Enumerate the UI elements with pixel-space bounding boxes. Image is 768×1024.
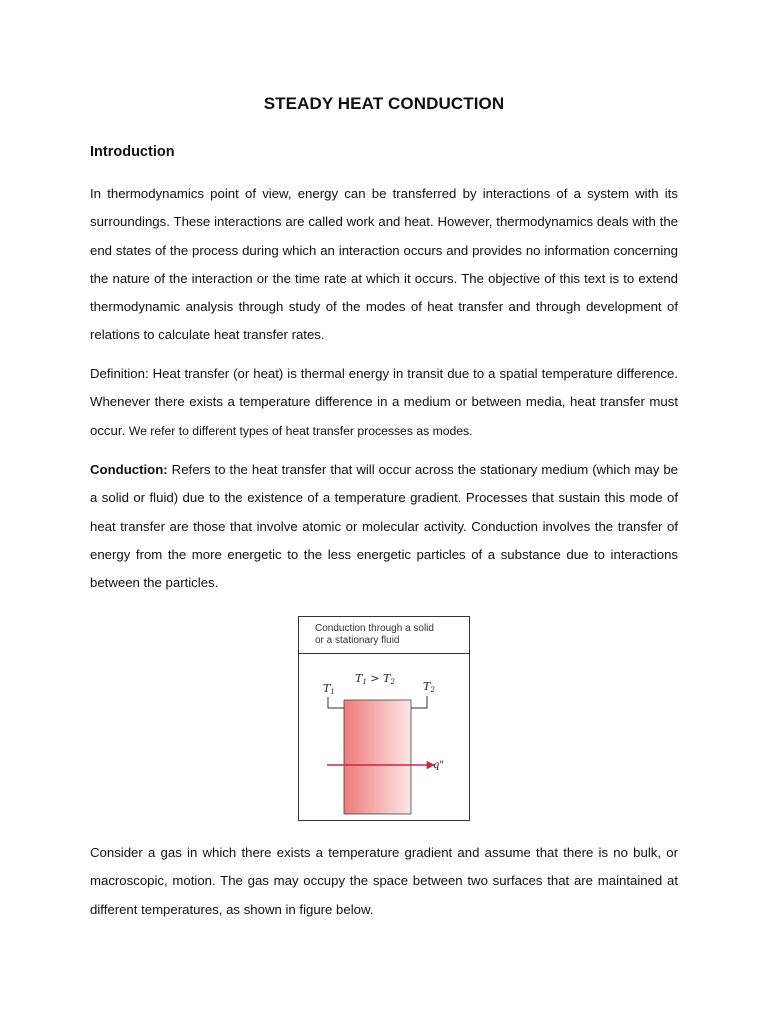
t1-leader-line [328,697,344,708]
conduction-diagram [299,654,469,821]
definition-text: Definition: Heat transfer (or heat) is thermal energy in transit due to a spatial temperature difference. Whenever there exists a temperature difference in a medium or between media, heat transfer must occur. [90,366,678,438]
t2-label: T2 [423,680,435,694]
t2-leader-line [411,696,427,708]
t1-label: T1 [323,682,335,696]
paragraph-gas: Consider a gas in which there exists a temperature gradient and assume that there is no bulk, or macroscopic, motion. The gas may occupy the space between two surfaces that are maintained at different temperatures, as shown in figure below. [90,845,678,917]
paragraph-conduction [90,456,678,597]
conduction-figure [298,616,470,821]
page-title: STEADY HEAT CONDUCTION [263,94,505,113]
heat-flux-label: q" [433,760,445,771]
paragraph-definition [90,360,678,445]
figure-caption-line2: or a stationary fluid [315,635,400,646]
conduction-text: Refers to the heat transfer that will occur across the stationary medium (which may be a solid or fluid) due to the existence of a temperature gradient. Processes that sustain this mode of heat transfer are those that involve atomic or molecular activity. Conduction involves the transfer of energy from the more energetic to the less energetic particles of a substance due to interactions between the particles. [90,462,678,591]
temperature-relation: T1 > T2 [355,672,395,686]
conduction-label: Conduction: [90,462,168,477]
figure-caption [315,623,434,647]
paragraph-intro: In thermodynamics point of view, energy can be transferred by interactions of a system with its surroundings. These interactions are called work and heat. However, thermodynamics deals with the end states of the process during which an interaction occurs and provides no information concerning the nature of the interaction or the time rate at which it occurs. The objective of this text is to extend thermodynamic analysis through study of the modes of heat transfer and through development of relations to calculate heat transfer rates. [90,186,678,343]
conducting-slab [344,700,411,814]
section-heading-introduction: Introduction [90,144,175,160]
definition-tail: We refer to different types of heat transfer processes as modes. [128,423,473,438]
figure-caption-line1: Conduction through a solid [315,623,434,634]
